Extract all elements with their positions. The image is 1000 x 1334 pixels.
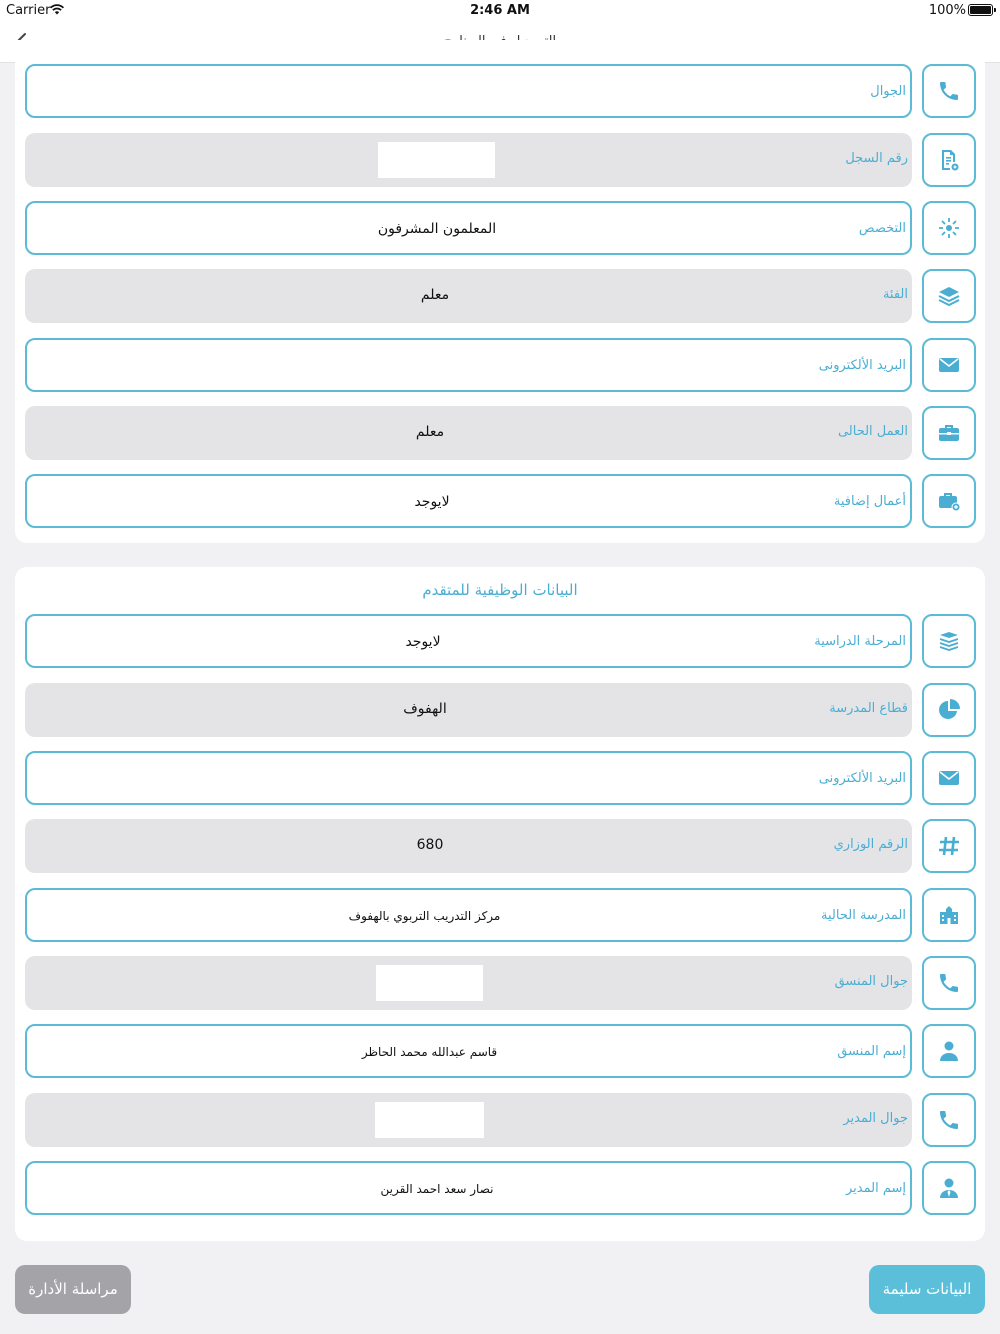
field-row-current-work (15, 406, 985, 460)
hash-icon (937, 834, 961, 858)
section-title: البيانات الوظيفية للمتقدم (422, 581, 578, 599)
envelope-icon-box (922, 751, 976, 805)
field-value: الهفوف (403, 701, 447, 717)
redacted-value (378, 142, 495, 178)
carrier-label: Carrier (6, 3, 51, 18)
field-label: الجوال (870, 84, 906, 99)
manager-mobile-field (25, 1093, 912, 1147)
coordinator-name-field[interactable] (25, 1024, 912, 1078)
specialty-icon (937, 216, 961, 240)
phone-icon-box (922, 956, 976, 1010)
field-label: جوال المدير (843, 1111, 908, 1126)
status-bar (0, 0, 1000, 22)
briefcase-icon-box (922, 406, 976, 460)
phone-icon (937, 1108, 961, 1132)
field-value: لايوجد (414, 494, 450, 510)
field-row-email (15, 338, 985, 392)
field-label: رقم السجل (845, 151, 908, 166)
field-value: 680 (416, 837, 444, 853)
manager-icon (937, 1176, 961, 1200)
category-field (25, 269, 912, 323)
field-row-stage (15, 614, 985, 668)
field-label: التخصص (858, 221, 906, 236)
pie-chart-icon-box (922, 683, 976, 737)
briefcase-add-icon (937, 489, 961, 513)
battery-icon (968, 4, 993, 16)
field-label: الفئة (882, 287, 908, 302)
field-value: لايوجد (405, 634, 441, 650)
field-label: إسم المنسق (837, 1044, 906, 1059)
envelope-icon (937, 766, 961, 790)
books-icon-box (922, 614, 976, 668)
current-school-field[interactable] (25, 888, 912, 942)
field-value: قاسم عبدالله محمد الحاظر (361, 1045, 498, 1059)
record-number-field (25, 133, 912, 187)
job-data-card (15, 567, 985, 1241)
field-label: البريد الألكترونى (818, 358, 906, 373)
field-value: مركز التدريب التربوي بالهفوف (348, 909, 501, 923)
email-field[interactable] (25, 338, 912, 392)
field-label: جوال المنسق (834, 974, 908, 989)
manager-name-field[interactable] (25, 1161, 912, 1215)
mobile-field[interactable] (25, 64, 912, 118)
user-icon (937, 1039, 961, 1063)
school-sector-field (25, 683, 912, 737)
field-label: العمل الحالى (837, 424, 908, 439)
books-icon (937, 629, 961, 653)
field-value: المعلمون المشرفون (377, 221, 497, 237)
field-label: المدرسة الحالية (821, 908, 906, 923)
field-row-coordinator-name (15, 1024, 985, 1078)
phone-icon-box (922, 1093, 976, 1147)
field-row-manager-name (15, 1161, 985, 1215)
field-row-manager-mobile (15, 1093, 985, 1147)
phone-icon (937, 79, 961, 103)
field-label: البريد الألكترونى (818, 771, 906, 786)
field-value: معلم (420, 287, 450, 303)
field-value: معلم (415, 424, 445, 440)
field-label: أعمال إضافية (833, 494, 906, 509)
ministry-number-field (25, 819, 912, 873)
redacted-value (376, 965, 483, 1001)
field-row-sector (15, 683, 985, 737)
school-icon (937, 903, 961, 927)
layers-icon (937, 284, 961, 308)
field-row-mobile (15, 64, 985, 118)
field-row-coordinator-mobile (15, 956, 985, 1010)
briefcase-icon (937, 421, 961, 445)
data-correct-button[interactable]: البيانات سليمة (869, 1265, 985, 1314)
document-icon-box (922, 133, 976, 187)
envelope-icon-box (922, 338, 976, 392)
field-label: المرحلة الدراسية (814, 634, 906, 649)
field-row-extra-work (15, 474, 985, 528)
field-row-category (15, 269, 985, 323)
school-email-field[interactable] (25, 751, 912, 805)
user-icon-box (922, 1024, 976, 1078)
briefcase-add-icon-box (922, 474, 976, 528)
hash-icon-box (922, 819, 976, 873)
field-label: الرقم الوزاري (833, 837, 908, 852)
manager-icon-box (922, 1161, 976, 1215)
personal-data-card (15, 40, 985, 543)
pie-chart-icon (937, 698, 961, 722)
redacted-value (375, 1102, 484, 1138)
document-icon (937, 148, 961, 172)
phone-icon (937, 971, 961, 995)
phone-icon-box (922, 64, 976, 118)
field-label: قطاع المدرسة (829, 701, 908, 716)
clock: 2:46 AM (470, 3, 530, 18)
specialty-field[interactable] (25, 201, 912, 255)
school-icon-box (922, 888, 976, 942)
specialty-icon-box (922, 201, 976, 255)
field-row-record (15, 133, 985, 187)
field-row-current-school (15, 888, 985, 942)
field-row-specialty (15, 201, 985, 255)
envelope-icon (937, 353, 961, 377)
field-value: نصار سعد احمد القرين (380, 1182, 494, 1196)
layers-icon-box (922, 269, 976, 323)
current-work-field (25, 406, 912, 460)
field-row-school-email (15, 751, 985, 805)
coordinator-mobile-field (25, 956, 912, 1010)
school-stage-field[interactable] (25, 614, 912, 668)
battery-percent: 100% (928, 3, 966, 18)
field-row-ministry-number (15, 819, 985, 873)
message-admin-button[interactable]: مراسلة الأدارة (15, 1265, 131, 1314)
field-label: إسم المدير (846, 1181, 906, 1196)
extra-work-field[interactable] (25, 474, 912, 528)
